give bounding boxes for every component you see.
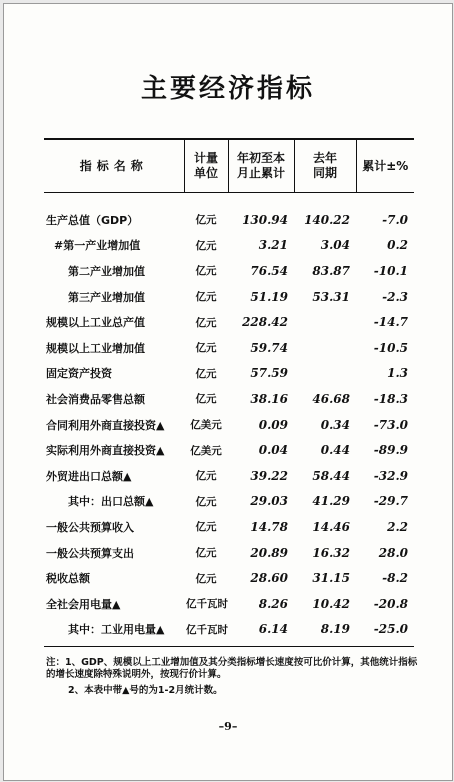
current-value: 57.59 — [250, 366, 288, 381]
growth-value: 2.2 — [387, 519, 408, 534]
current-value: 38.16 — [250, 391, 288, 406]
table-row — [44, 489, 414, 515]
header-prior-line1: 去年 — [312, 151, 337, 165]
prior-value: 58.44 — [312, 468, 350, 483]
prior-value — [294, 335, 356, 361]
table-row — [44, 591, 414, 617]
current-value: 76.54 — [250, 263, 288, 278]
prior-value: 0.34 — [320, 417, 350, 432]
unit-cell: 亿千瓦时 — [184, 617, 228, 647]
growth-value: -7.0 — [382, 212, 408, 227]
footnotes — [46, 657, 418, 697]
indicator-name: 规模以上工业增加值 — [46, 341, 145, 355]
indicator-name: 税收总额 — [46, 572, 90, 586]
indicator-name: #第一产业增加值 — [54, 239, 141, 253]
prior-value: 0.44 — [320, 443, 350, 458]
growth-value: -8.2 — [382, 571, 408, 586]
unit-cell: 亿美元 — [190, 419, 222, 432]
indicator-name: 社会消费品零售总额 — [46, 392, 145, 406]
indicator-name: 全社会用电量▲ — [46, 597, 121, 611]
table-row — [44, 335, 414, 361]
unit-cell: 亿元 — [195, 291, 217, 304]
indicator-name: 实际利用外商直接投资▲ — [46, 444, 165, 458]
current-value: 3.21 — [258, 238, 288, 253]
growth-value: -2.3 — [382, 289, 408, 304]
table-body — [44, 193, 414, 647]
indicator-name: 一般公共预算收入 — [46, 520, 134, 534]
unit-cell: 亿元 — [195, 547, 217, 560]
prior-value — [294, 361, 356, 387]
header-indicator-name: 指标名称 — [44, 139, 184, 193]
current-value: 59.74 — [250, 340, 288, 355]
indicator-name: 规模以上工业总产值 — [46, 316, 145, 330]
header-growth: 累计±% — [356, 139, 414, 193]
unit-cell: 亿元 — [195, 342, 217, 355]
header-unit — [184, 139, 228, 193]
growth-value: -10.5 — [373, 340, 408, 355]
indicator-name: 固定资产投资 — [46, 367, 112, 381]
table-row — [44, 540, 414, 566]
indicator-name: 第三产业增加值 — [68, 290, 145, 304]
table-row — [44, 617, 414, 647]
current-value: 0.04 — [258, 443, 288, 458]
current-value: 228.42 — [242, 315, 288, 330]
prior-value: 46.68 — [312, 391, 350, 406]
unit-cell: 亿元 — [195, 214, 217, 227]
table-row — [44, 284, 414, 310]
unit-cell: 亿元 — [195, 239, 217, 252]
prior-value: 41.29 — [312, 494, 350, 509]
unit-cell: 亿千瓦时 — [186, 598, 228, 611]
growth-value: 0.2 — [387, 238, 408, 253]
unit-cell: 亿美元 — [190, 444, 222, 457]
footnote-1: 注：1、GDP、规模以上工业增加值及其分类指标增长速度按可比价计算，其他统计指标的增长速度除特殊说明外，按现行价计算。 — [46, 657, 418, 680]
table-row — [44, 361, 414, 387]
table-row — [44, 412, 414, 438]
table-row — [44, 233, 414, 259]
economic-indicators-table — [44, 138, 414, 647]
growth-value: -29.7 — [373, 494, 408, 509]
unit-cell: 亿元 — [195, 367, 217, 380]
prior-value — [294, 309, 356, 335]
growth-value: 1.3 — [387, 366, 408, 381]
growth-value: -18.3 — [373, 391, 408, 406]
document-page — [3, 3, 453, 781]
unit-cell: 亿元 — [195, 316, 217, 329]
indicator-name: 生产总值（GDP） — [46, 213, 139, 227]
growth-value: -25.0 — [356, 617, 414, 647]
table-row — [44, 309, 414, 335]
prior-value: 14.46 — [312, 519, 350, 534]
prior-value: 10.42 — [312, 596, 350, 611]
indicator-name: 其中：出口总额▲ — [68, 495, 154, 509]
current-value: 28.60 — [250, 571, 288, 586]
current-value: 39.22 — [250, 468, 288, 483]
prior-value: 140.22 — [304, 212, 350, 227]
prior-value: 53.31 — [312, 289, 350, 304]
page-title: 主要经济指标 — [140, 74, 315, 104]
header-prior — [294, 139, 356, 193]
table-row — [44, 514, 414, 540]
current-value: 0.09 — [258, 417, 288, 432]
unit-cell: 亿元 — [195, 393, 217, 406]
growth-value: 28.0 — [378, 545, 408, 560]
current-value: 14.78 — [250, 519, 288, 534]
table-row — [44, 193, 414, 233]
current-value: 51.19 — [250, 289, 288, 304]
current-value: 8.26 — [258, 596, 288, 611]
growth-value: -73.0 — [373, 417, 408, 432]
indicator-name: 第二产业增加值 — [68, 264, 145, 278]
prior-value: 3.04 — [320, 238, 350, 253]
table-row — [44, 565, 414, 591]
growth-value: -89.9 — [373, 443, 408, 458]
unit-cell: 亿元 — [195, 572, 217, 585]
growth-value: -20.8 — [373, 596, 408, 611]
prior-value: 16.32 — [312, 545, 350, 560]
table-row — [44, 437, 414, 463]
current-value: 6.14 — [228, 617, 294, 647]
indicator-name: 一般公共预算支出 — [46, 546, 134, 560]
header-current-line2: 月止累计 — [236, 166, 285, 180]
header-current-line1: 年初至本 — [236, 151, 285, 165]
page-number: –9– — [218, 720, 238, 733]
indicator-name: 合同利用外商直接投资▲ — [46, 418, 165, 432]
growth-value: -32.9 — [373, 468, 408, 483]
footnote-2: 2、本表中带▲号的为1-2月统计数。 — [68, 685, 223, 696]
current-value: 130.94 — [242, 212, 288, 227]
prior-value: 83.87 — [312, 263, 350, 278]
header-current — [228, 139, 294, 193]
unit-cell: 亿元 — [195, 521, 217, 534]
unit-cell: 亿元 — [195, 265, 217, 278]
unit-cell: 亿元 — [195, 470, 217, 483]
table-row — [44, 463, 414, 489]
growth-value: -10.1 — [373, 263, 408, 278]
unit-cell: 亿元 — [195, 495, 217, 508]
table-row — [44, 386, 414, 412]
indicator-name: 外贸进出口总额▲ — [46, 469, 132, 483]
table-row — [44, 258, 414, 284]
growth-value: -14.7 — [373, 315, 408, 330]
indicator-name: 其中：工业用电量▲ — [44, 617, 184, 647]
header-unit-line2: 单位 — [193, 166, 218, 180]
header-unit-line1: 计量 — [193, 151, 218, 165]
prior-value: 31.15 — [312, 571, 350, 586]
header-prior-line2: 同期 — [312, 166, 337, 180]
prior-value: 8.19 — [294, 617, 356, 647]
current-value: 20.89 — [250, 545, 288, 560]
table-header-row — [44, 139, 414, 193]
current-value: 29.03 — [250, 494, 288, 509]
